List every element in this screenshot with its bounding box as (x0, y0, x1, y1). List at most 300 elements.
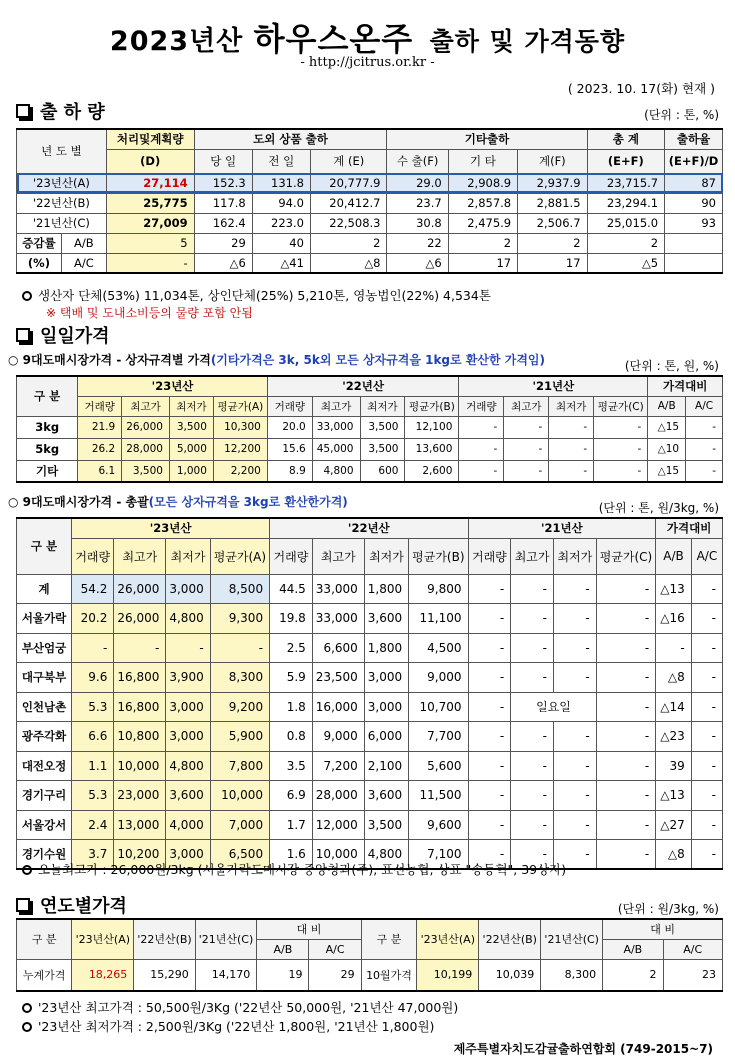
price-cell: △14 (656, 692, 692, 722)
price-cell: - (468, 781, 511, 811)
price-cell: 3,000 (166, 574, 210, 604)
price-cell: 33,000 (312, 574, 364, 604)
price-cell: - (553, 810, 596, 840)
row-label: 대구북부 (17, 663, 72, 693)
price-cell: △13 (656, 781, 692, 811)
price-cell: - (691, 692, 722, 722)
price-cell: 8,500 (210, 574, 269, 604)
th-21: '21년산 (459, 376, 648, 396)
price-cell: - (549, 460, 594, 482)
cell-today: 29 (194, 233, 252, 253)
cell-export: 29.0 (387, 173, 448, 193)
table-row (17, 722, 723, 752)
yearly-left-c: 14,170 (195, 959, 257, 991)
table-row (17, 810, 723, 840)
price-cell: - (468, 722, 511, 752)
price-cell: △16 (656, 604, 692, 634)
price-cell: - (553, 751, 596, 781)
price-cell: - (691, 663, 722, 693)
price-cell: 10,200 (114, 840, 166, 870)
price-cell: 16,800 (114, 663, 166, 693)
price-cell: 6,600 (312, 633, 364, 663)
price-cell: - (553, 633, 596, 663)
price-cell: 13,000 (114, 810, 166, 840)
diff-label: 증감률 (17, 233, 62, 253)
footer-org: 제주특별자치도감귤출하연합회 (749-2015~7) (453, 1042, 713, 1056)
th-vol: 거래량 (78, 396, 122, 416)
price-cell: 7,000 (210, 810, 269, 840)
cell-sumE: 22,508.3 (310, 213, 387, 233)
th-22-left: '22년산(B) (134, 919, 195, 959)
price-cell: 2.5 (270, 633, 313, 663)
yearly-left-b: 15,290 (134, 959, 195, 991)
daily-sub1: ○ 9대도매시장가격 - 상자규격별 가격(기타가격은 3k, 5k외 모든 상자규격을 1kg로 환산한 가격임) (8, 353, 546, 367)
th-max: 최고가 (511, 538, 554, 574)
price-cell: 5,000 (169, 438, 213, 460)
price-cell: 15.6 (267, 438, 312, 460)
section-shipment-title: 출 하 량 (16, 98, 105, 124)
th-sumE: 계 (E) (310, 149, 387, 173)
price-cell: 4,000 (166, 810, 210, 840)
price-cell: 5.9 (270, 663, 313, 693)
price-cell: - (468, 840, 511, 870)
yearly-table (16, 918, 723, 992)
row-label: '23년산(A) (17, 173, 107, 193)
cell-sumE: 20,412.7 (310, 193, 387, 213)
th-cmp: 가격대비 (648, 376, 723, 396)
th-gubun: 구 분 (17, 518, 72, 574)
row-label: 경기수원 (17, 840, 72, 870)
th-min: 최저가 (360, 396, 405, 416)
th-22: '22년산 (267, 376, 459, 396)
th-total: 총 계 (587, 129, 665, 149)
price-cell: 9,000 (409, 663, 468, 693)
row-label: 5kg (17, 438, 78, 460)
price-cell: - (114, 633, 166, 663)
th-23-right: '23년산(A) (417, 919, 479, 959)
yearly-right-b: 10,039 (479, 959, 541, 991)
th-max: 최고가 (312, 538, 364, 574)
price-cell: - (166, 633, 210, 663)
price-cell: 5.3 (72, 692, 114, 722)
price-cell: 44.5 (270, 574, 313, 604)
daily-market-table (16, 517, 723, 870)
yearly-left-ab: 19 (257, 959, 309, 991)
price-cell: - (596, 781, 656, 811)
price-cell: - (459, 460, 504, 482)
price-cell: 9.6 (72, 663, 114, 693)
row-label: 서울가락 (17, 604, 72, 634)
title-rest: 출하 및 가격동향 (429, 27, 626, 56)
price-cell: - (459, 438, 504, 460)
row-label: 부산엄궁 (17, 633, 72, 663)
th-vol: 거래량 (468, 538, 511, 574)
price-cell: - (210, 633, 269, 663)
shipment-table (16, 128, 723, 274)
cell-rate (665, 253, 723, 273)
price-cell: 10,000 (312, 840, 364, 870)
th-21: '21년산 (468, 518, 656, 538)
price-cell: - (511, 574, 554, 604)
th-AB: A/B (656, 538, 692, 574)
th-year: 년 도 별 (17, 129, 107, 173)
table-row (17, 751, 723, 781)
cell-export: 30.8 (387, 213, 448, 233)
price-cell: - (549, 416, 594, 438)
price-cell: 33,000 (312, 604, 364, 634)
yearly-right-ac: 23 (663, 959, 723, 991)
price-cell: 1.6 (270, 840, 313, 870)
price-cell: - (511, 604, 554, 634)
price-cell: 5,600 (409, 751, 468, 781)
table-row (17, 233, 723, 253)
price-cell: - (594, 460, 648, 482)
price-cell: - (691, 781, 722, 811)
table-row (17, 633, 723, 663)
price-cell: 3,000 (166, 840, 210, 870)
th-21-left: '21년산(C) (195, 919, 257, 959)
cell-etc: 2,857.8 (448, 193, 517, 213)
table-row (17, 173, 723, 193)
th-22-right: '22년산(B) (479, 919, 541, 959)
price-cell: - (656, 633, 692, 663)
cell-rate (665, 233, 723, 253)
checkbox-icon (16, 328, 30, 342)
row-label: 인천남촌 (17, 692, 72, 722)
price-cell: 23,500 (312, 663, 364, 693)
th-rate-sub: (E+F)/D (665, 149, 723, 173)
price-cell: 4,500 (409, 633, 468, 663)
price-cell: - (553, 722, 596, 752)
th-max: 최고가 (114, 538, 166, 574)
price-cell: 4,800 (312, 460, 360, 482)
price-cell: 10,000 (210, 781, 269, 811)
price-cell: 3,500 (360, 416, 405, 438)
price-cell: - (691, 810, 722, 840)
cell-sumE: 20,777.9 (310, 173, 387, 193)
price-cell: 16,000 (312, 692, 364, 722)
th-min: 최저가 (553, 538, 596, 574)
price-cell: △13 (656, 574, 692, 604)
shipment-unit: (단위 : 톤, %) (644, 108, 719, 122)
cell-export: 23.7 (387, 193, 448, 213)
price-cell: 39 (656, 751, 692, 781)
th-avgB: 평균가(B) (409, 538, 468, 574)
cell-yesterday: 40 (252, 233, 310, 253)
table-row (17, 438, 723, 460)
price-cell: - (504, 416, 549, 438)
th-22: '22년산 (270, 518, 468, 538)
th-ab-left: A/B (257, 939, 309, 959)
price-cell: - (468, 604, 511, 634)
price-cell: - (511, 633, 554, 663)
price-cell: 26,000 (122, 416, 170, 438)
price-cell: 8.9 (267, 460, 312, 482)
cell-etc: 2,908.9 (448, 173, 517, 193)
price-cell: 3,000 (364, 692, 408, 722)
price-cell: - (596, 692, 656, 722)
th-total-sub: (E+F) (587, 149, 665, 173)
price-cell: - (459, 416, 504, 438)
price-cell: - (596, 663, 656, 693)
th-max: 최고가 (312, 396, 360, 416)
section-yearly-title: 연도별가격 (16, 892, 127, 918)
table-row (17, 253, 723, 273)
th-yesterday: 전 일 (252, 149, 310, 173)
price-cell: - (691, 633, 722, 663)
th-cmp: 가격대비 (656, 518, 723, 538)
th-AB: A/B (648, 396, 686, 416)
price-cell: - (468, 692, 511, 722)
price-cell: 3.7 (72, 840, 114, 870)
page-title (0, 14, 735, 60)
table-row (17, 416, 723, 438)
price-cell: 3,500 (360, 438, 405, 460)
price-cell: - (511, 840, 554, 870)
price-cell: - (504, 460, 549, 482)
th-min: 최저가 (166, 538, 210, 574)
yearly-note2: '23년산 최저가격 : 2,500원/3Kg ('22년산 1,800원, '21년산 1,800원) (22, 1017, 434, 1035)
price-cell: - (594, 416, 648, 438)
th-etc: 기 타 (448, 149, 517, 173)
price-cell: 3.5 (270, 751, 313, 781)
price-cell: - (553, 604, 596, 634)
price-cell: - (549, 438, 594, 460)
th-gubun-right: 구 분 (361, 919, 417, 959)
price-cell: △15 (648, 460, 686, 482)
daily-unit1: (단위 : 톤, 원, %) (624, 359, 719, 373)
diff-ratio: A/C (61, 253, 106, 273)
price-cell: 3,500 (122, 460, 170, 482)
cell-total: 2 (587, 233, 665, 253)
yearly-right-label: 10월가격 (361, 959, 417, 991)
price-cell: - (596, 722, 656, 752)
price-cell: - (468, 574, 511, 604)
th-ac-left: A/C (309, 939, 361, 959)
price-cell: 7,700 (409, 722, 468, 752)
price-cell: - (596, 604, 656, 634)
price-cell: 1,000 (169, 460, 213, 482)
price-cell: △27 (656, 810, 692, 840)
price-cell: 6,000 (364, 722, 408, 752)
price-cell: 45,000 (312, 438, 360, 460)
th-ac-right: A/C (663, 939, 723, 959)
price-cell: 11,100 (409, 604, 468, 634)
cell-rate: 87 (665, 173, 723, 193)
cell-sumF: 2,881.5 (518, 193, 587, 213)
th-min: 최저가 (549, 396, 594, 416)
th-ab-right: A/B (603, 939, 663, 959)
th-rate: 출하율 (665, 129, 723, 149)
price-cell: - (691, 722, 722, 752)
price-cell: - (594, 438, 648, 460)
th-vol: 거래량 (459, 396, 504, 416)
cell-plan: 27,114 (106, 173, 194, 193)
price-cell: △10 (648, 438, 686, 460)
checkbox-icon (16, 104, 30, 118)
table-row (17, 574, 723, 604)
yearly-right-a: 10,199 (417, 959, 479, 991)
title-main: 하우스온주 (253, 20, 414, 58)
yearly-left-a: 18,265 (72, 959, 134, 991)
price-cell: - (511, 722, 554, 752)
price-cell: 3,000 (364, 663, 408, 693)
price-cell: 28,000 (122, 438, 170, 460)
th-21-right: '21년산(C) (541, 919, 603, 959)
price-cell: 3,600 (364, 604, 408, 634)
price-cell: - (504, 438, 549, 460)
price-cell: - (686, 460, 723, 482)
cell-export: 22 (387, 233, 448, 253)
price-cell: 28,000 (312, 781, 364, 811)
cell-sumF: 2 (518, 233, 587, 253)
price-cell: 1,800 (364, 574, 408, 604)
th-export: 수 출(F) (387, 149, 448, 173)
price-cell: - (596, 574, 656, 604)
th-AC: A/C (691, 538, 722, 574)
cell-today: 117.8 (194, 193, 252, 213)
circle-bullet-icon (22, 291, 32, 301)
price-cell: - (596, 751, 656, 781)
price-cell: 9,800 (409, 574, 468, 604)
price-cell: 1.7 (270, 810, 313, 840)
th-other: 기타출하 (387, 129, 587, 149)
price-cell: 5,900 (210, 722, 269, 752)
cell-yesterday: 94.0 (252, 193, 310, 213)
price-cell: - (553, 781, 596, 811)
price-cell: 7,200 (312, 751, 364, 781)
cell-yesterday: △41 (252, 253, 310, 273)
price-cell: - (691, 840, 722, 870)
th-23: '23년산 (78, 376, 268, 396)
cell-today: △6 (194, 253, 252, 273)
th-plan: 처리및계획량 (106, 129, 194, 149)
yearly-unit: (단위 : 원/3kg, %) (617, 902, 719, 916)
price-cell: 54.2 (72, 574, 114, 604)
yearly-left-ac: 29 (309, 959, 361, 991)
cell-etc: 2 (448, 233, 517, 253)
th-avgB: 평균가(B) (405, 396, 459, 416)
th-sumF: 계(F) (518, 149, 587, 173)
price-cell: 1,800 (364, 633, 408, 663)
price-cell: 13,600 (405, 438, 459, 460)
row-label: '21년산(C) (17, 213, 107, 233)
price-cell: 1.1 (72, 751, 114, 781)
price-cell: 12,000 (312, 810, 364, 840)
price-cell: △8 (656, 663, 692, 693)
price-cell: 11,500 (409, 781, 468, 811)
th-avgC: 평균가(C) (594, 396, 648, 416)
th-avgA: 평균가(A) (210, 538, 269, 574)
price-cell: 12,200 (213, 438, 267, 460)
price-cell: 3,000 (166, 722, 210, 752)
price-cell: 2.4 (72, 810, 114, 840)
price-cell: - (686, 438, 723, 460)
price-cell: 9,000 (312, 722, 364, 752)
price-cell: 26,000 (114, 574, 166, 604)
th-vol: 거래량 (270, 538, 313, 574)
price-cell: - (511, 810, 554, 840)
price-cell: - (596, 810, 656, 840)
price-cell: 33,000 (312, 416, 360, 438)
th-vol: 거래량 (267, 396, 312, 416)
section-daily-title: 일일가격 (16, 322, 110, 348)
cell-plan: 5 (106, 233, 194, 253)
cell-yesterday: 131.8 (252, 173, 310, 193)
cell-plan: 27,009 (106, 213, 194, 233)
price-cell: 6.1 (78, 460, 122, 482)
price-cell: 1.8 (270, 692, 313, 722)
checkbox-icon (16, 898, 30, 912)
price-cell: 5.3 (72, 781, 114, 811)
daily-size-table (16, 375, 723, 483)
row-label: 서울강서 (17, 810, 72, 840)
th-AC: A/C (686, 396, 723, 416)
th-domestic: 도외 상품 출하 (194, 129, 387, 149)
price-cell: - (468, 663, 511, 693)
daily-sub2: ○ 9대도매시장가격 - 총괄(모든 상자규격을 3kg로 환산한가격) (8, 495, 348, 509)
th-cmp-right: 대 비 (603, 919, 723, 939)
price-cell: 7,100 (409, 840, 468, 870)
price-cell: 8,300 (210, 663, 269, 693)
price-cell: 9,600 (409, 810, 468, 840)
th-today: 당 일 (194, 149, 252, 173)
circle-bullet-icon (22, 865, 32, 875)
price-cell: 23,000 (114, 781, 166, 811)
price-cell: 10,700 (409, 692, 468, 722)
price-cell: 4,800 (364, 840, 408, 870)
circle-bullet-icon (22, 1022, 32, 1032)
price-cell: 16,800 (114, 692, 166, 722)
price-cell: - (468, 751, 511, 781)
shipment-note: 생산자 단체(53%) 11,034톤, 상인단체(25%) 5,210톤, 영농법인(22%) 4,534톤 (22, 286, 491, 304)
cell-total: 23,715.7 (587, 173, 665, 193)
price-cell: 10,000 (114, 751, 166, 781)
price-cell: - (511, 781, 554, 811)
diff-ratio: A/B (61, 233, 106, 253)
price-cell: 3,600 (364, 781, 408, 811)
cell-yesterday: 223.0 (252, 213, 310, 233)
circle-bullet-icon (22, 1003, 32, 1013)
price-cell: △23 (656, 722, 692, 752)
price-cell: 4,800 (166, 604, 210, 634)
yearly-right-c: 8,300 (541, 959, 603, 991)
price-cell: - (553, 574, 596, 604)
row-label: 3kg (17, 416, 78, 438)
price-cell: 26.2 (78, 438, 122, 460)
cell-total: △5 (587, 253, 665, 273)
price-cell: - (691, 574, 722, 604)
price-cell: - (72, 633, 114, 663)
price-cell: 3,500 (364, 810, 408, 840)
th-plan-sub: (D) (106, 149, 194, 173)
report-date: ( 2023. 10. 17(화) 현재 ) (567, 81, 715, 96)
table-row (17, 213, 723, 233)
price-cell: 3,900 (166, 663, 210, 693)
th-23: '23년산 (72, 518, 270, 538)
daily-unit2: (단위 : 톤, 원/3kg, %) (598, 501, 719, 515)
th-avgA: 평균가(A) (213, 396, 267, 416)
price-cell: - (468, 810, 511, 840)
price-cell: 6.6 (72, 722, 114, 752)
row-label: '22년산(B) (17, 193, 107, 213)
price-cell: 9,200 (210, 692, 269, 722)
th-vol: 거래량 (72, 538, 114, 574)
th-max: 최고가 (122, 396, 170, 416)
cell-etc: 17 (448, 253, 517, 273)
price-cell: 21.9 (78, 416, 122, 438)
price-cell: 26,000 (114, 604, 166, 634)
